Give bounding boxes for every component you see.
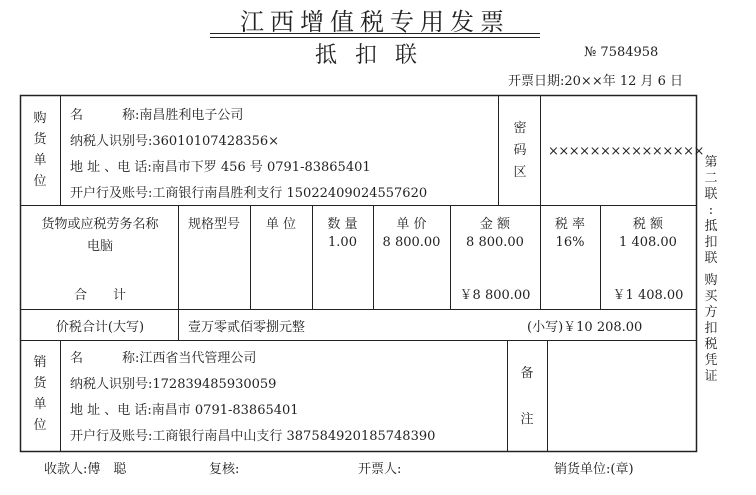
password-content: ××××××××××××××× (548, 144, 704, 159)
seller-name: 名 称:江西省当代管理公司 (70, 351, 257, 366)
footer-issuer: 开票人: (358, 462, 402, 477)
password-label-char: 码 (513, 143, 527, 158)
side-note-char: 税 (704, 337, 718, 352)
side-note-char: 联 (704, 251, 718, 266)
seller-bank-account: 开户行及账号:工商银行南昌中山支行 387584920185748390 (70, 429, 436, 444)
item-tax-amount: 1 408.00 (619, 235, 677, 250)
password-area-label (500, 118, 540, 184)
side-note-char: 证 (704, 369, 718, 384)
side-note-char: 扣 (704, 321, 718, 336)
invoice-title: 江西增值税专用发票 (240, 8, 510, 36)
password-label-char: 区 (513, 165, 527, 180)
seller-label-char: 位 (33, 418, 47, 433)
seller-label-char: 货 (33, 376, 47, 391)
side-note-char: 买 (704, 289, 718, 304)
remarks-label-char: 备 (520, 366, 534, 381)
total-in-words-upper: 壹万零贰佰零捌元整 (188, 320, 306, 335)
side-note-char: 购 (704, 273, 718, 288)
buyer-label (22, 108, 58, 192)
invoice-number: № 7584958 (584, 45, 659, 60)
side-note-char: 抵 (704, 219, 718, 234)
header-amount: 金 额 (479, 217, 511, 232)
footer-reviewer: 复核: (209, 462, 240, 477)
buyer-address-phone: 地 址 、电 话:南昌市下罗 456 号 0791-83865401 (70, 160, 371, 175)
header-quantity: 数 量 (327, 217, 358, 232)
item-name: 电脑 (86, 239, 113, 254)
item-amount: 8 800.00 (466, 235, 524, 250)
side-note-char: 二 (704, 171, 718, 186)
total-tax: ￥1 408.00 (612, 288, 684, 303)
footer-payee: 收款人:傅 聪 (44, 462, 127, 477)
buyer-tax-id: 纳税人识别号:36010107428356× (70, 134, 280, 149)
password-label-char: 密 (513, 121, 527, 136)
header-unit: 单 位 (265, 217, 297, 232)
seller-label-char: 销 (33, 355, 47, 370)
buyer-label-char: 购 (33, 111, 47, 126)
total-in-words-label: 价税合计(大写) (55, 320, 145, 335)
buyer-label-char: 单 (33, 153, 47, 168)
invoice-subtitle: 抵扣联 (314, 43, 435, 68)
issue-date: 开票日期:20××年 12 月 6 日 (508, 74, 684, 89)
buyer-bank-account: 开户行及账号:工商银行南昌胜利支行 15022409024557620 (70, 186, 428, 201)
item-unit-price: 8 800.00 (382, 235, 441, 250)
buyer-label-char: 货 (33, 132, 47, 147)
total-label: 合 计 (73, 288, 126, 303)
side-note-char: 第 (704, 155, 718, 170)
total-in-words-lower: (小写)￥10 208.00 (527, 320, 643, 335)
total-amount: ￥8 800.00 (459, 288, 531, 303)
side-note-char: 联 (704, 187, 718, 202)
side-note-char: 凭 (704, 353, 718, 368)
buyer-label-char: 位 (33, 174, 47, 189)
side-note-char: 扣 (704, 235, 718, 250)
side-copy-note (702, 155, 720, 385)
footer-seller-unit: 销货单位:(章) (554, 462, 634, 477)
buyer-name: 名 称:南昌胜利电子公司 (70, 108, 244, 123)
remarks-label-char: 注 (520, 412, 534, 427)
item-tax-rate: 16% (555, 235, 585, 250)
seller-address-phone: 地 址 、电 话:南昌市 0791-83865401 (70, 403, 299, 418)
seller-tax-id: 纳税人识别号:172839485930059 (70, 377, 277, 392)
item-quantity: 1.00 (328, 235, 357, 250)
seller-label-char: 单 (33, 397, 47, 412)
header-spec: 规格型号 (187, 217, 240, 232)
side-note-char: 方 (704, 305, 718, 320)
header-tax-amount: 税 额 (632, 217, 664, 232)
seller-label (22, 352, 58, 436)
side-note-char: : (708, 203, 714, 218)
header-unit-price: 单 价 (396, 217, 427, 232)
header-tax-rate: 税 率 (554, 217, 586, 232)
header-goods-name: 货物或应税劳务名称 (41, 217, 159, 232)
